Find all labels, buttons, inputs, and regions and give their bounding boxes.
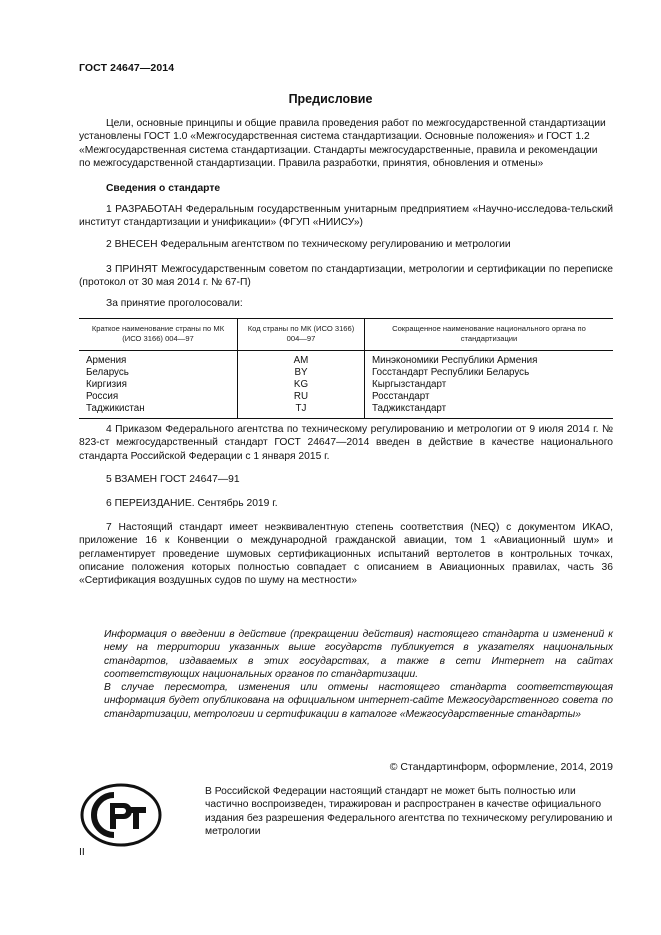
voted-label: За принятие проголосовали:	[106, 298, 243, 309]
table-row	[79, 403, 613, 419]
table-header-row	[79, 319, 613, 351]
item-replaces: 5 ВЗАМЕН ГОСТ 24647—91	[106, 474, 240, 485]
item-reissue: 6 ПЕРЕИЗДАНИЕ. Сентябрь 2019 г.	[106, 498, 278, 509]
code-cell: AM	[238, 351, 365, 368]
column-header-country: Краткое наименование страны по МК (ИСО 3166) 004—97	[79, 319, 238, 351]
item-conformity: 7 Настоящий стандарт имеет неэквивалентную степень соответствия (NEQ) с документом ИКАО, приложение 16 к Конвенции о международной гражданской авиации, том 1 «Авиационный шум» и регламентирует проведение шумовых сертификационных испытаний вертолетов в контрольных точках, описание положения которых полностью совпадает с описанием в Авиационных правилах, часть 36 «Сертификация воздушных судов по шуму на местности»	[79, 522, 613, 587]
section-heading: Сведения о стандарте	[106, 183, 221, 194]
info-paragraph-revision: В случае пересмотра, изменения или отмены настоящего стандарта соответствующая информация будет опубликована на официальном интернет-сайте Межгосударственного совета по стандартизации, метрологии и сертификации в каталоге «Межгосударственные стандарты»	[104, 682, 613, 720]
voting-table	[79, 318, 613, 419]
info-paragraph-publication: Информация о введении в действие (прекращении действия) настоящего стандарта и изменений к нему на территории указанных выше государств публикуется в указателях национальных стандартов, издаваемых в этих государствах, а также в сети Интернет на сайтах соответствующих национальных органов по стандартизации.	[104, 629, 613, 680]
page-title: Предисловие	[288, 92, 373, 106]
foreword-intro	[79, 117, 613, 170]
table-row	[79, 391, 613, 403]
table-row	[79, 379, 613, 391]
intro-line: по межгосударственной стандартизации. Правила разработки, принятия, обновления и отмены»	[79, 157, 544, 169]
country-cell: Армения	[86, 355, 127, 366]
item-introduced: 2 ВНЕСЕН Федеральным агентством по техническому регулированию и метрологии	[106, 239, 511, 250]
intro-line: Цели, основные принципы и общие правила проведения работ по межгосударственной стандартизации	[106, 118, 606, 129]
code-cell: RU	[238, 391, 365, 403]
body-cell: Кыргызстандарт	[365, 379, 614, 391]
column-header-body: Сокращенное наименование национального органа по стандартизации	[365, 319, 614, 351]
column-header-code: Код страны по МК (ИСО 3166) 004—97	[238, 319, 365, 351]
intro-line: «Межгосударственная система стандартизации. Стандарты межгосударственные, правила и рекомендации	[79, 144, 598, 156]
item-order: 4 Приказом Федерального агентства по техническому регулированию и метрологии от 9 июля 2014 г. № 823-ст межгосударственный стандарт ГОСТ 24647—2014 введен в действие в качестве национального стандарта Российской Федерации с 1 января 2015 г.	[79, 424, 613, 462]
page-number: II	[79, 846, 85, 858]
copyright-notice	[205, 785, 615, 838]
rst-logo-icon	[80, 783, 162, 852]
country-cell: Таджикистан	[79, 403, 238, 419]
item-adopted: 3 ПРИНЯТ Межгосударственным советом по стандартизации, метрологии и сертификации по переписке (протокол от 30 мая 2014 г. № 67-П)	[79, 264, 613, 289]
body-cell: Госстандарт Республики Беларусь	[365, 367, 614, 379]
body-cell: Росстандарт	[365, 391, 614, 403]
copyright: © Стандартинформ, оформление, 2014, 2019	[389, 761, 613, 773]
item-developed: 1 РАЗРАБОТАН Федеральным государственным унитарным предприятием «Научно-исследова-тельский институт стандартизации и унификации» (ФГУП «НИИСУ»)	[79, 204, 613, 229]
standard-number: ГОСТ 24647—2014	[79, 62, 175, 74]
body-cell: Таджикстандарт	[365, 403, 614, 419]
code-cell: KG	[238, 379, 365, 391]
table-row	[79, 351, 613, 368]
code-cell: BY	[238, 367, 365, 379]
country-cell: Киргизия	[86, 379, 127, 390]
info-block	[104, 628, 613, 721]
intro-line: установлены ГОСТ 1.0 «Межгосударственная система стандартизации. Основные положения» и ГОСТ 1.2	[79, 131, 590, 143]
country-cell: Беларусь	[86, 367, 129, 378]
body-cell: Минэкономики Республики Армения	[365, 351, 614, 368]
code-cell: TJ	[238, 403, 365, 419]
table-row	[79, 367, 613, 379]
notice-text: В Российской Федерации настоящий стандарт не может быть полностью или частично воспроизведен, тиражирован и распространен в качестве официального издания без разрешения Федерального агентства по техническому регулированию и метрологии	[205, 786, 613, 837]
country-cell: Россия	[86, 391, 119, 402]
